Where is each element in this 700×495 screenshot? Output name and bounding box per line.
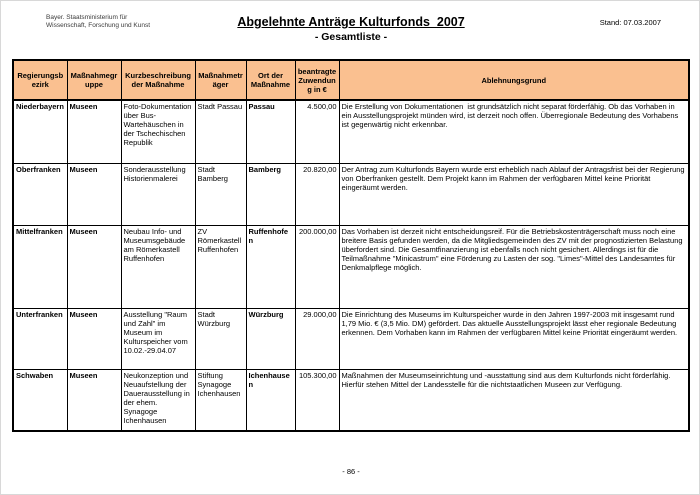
page-subtitle: - Gesamtliste - (314, 31, 388, 43)
cell-ablehnungsgrund: Die Einrichtung des Museums im Kulturspeicher wurde in den Jahren 1997-2003 mit insgesamt rund 1,79 Mio. € (3,5 Mio. DM) gefördert. Das aktuelle Ausstellungsprojekt lässt eher regionale Bedeutung erkennen. Dem Vorhaben kann im Rahmen der verfügbaren Mittel keine Priorität eingeräumt werden. (339, 308, 689, 369)
column-header-kurzbeschreibung: Kurzbeschreibung der Maßnahme (121, 60, 195, 100)
table-row (13, 369, 689, 431)
column-header-massnahmetraeger: Maßnahmeträger (195, 60, 246, 100)
cell-zuwendung: 29.000,00 (295, 308, 339, 369)
cell-massnahmegruppe: Museen (67, 163, 121, 225)
cell-regierungsbezirk: Unterfranken (13, 308, 67, 369)
cell-zuwendung: 4.500,00 (295, 100, 339, 163)
cell-ort: Bamberg (246, 163, 295, 225)
cell-kurzbeschreibung: Neukonzeption und Neuaufstellung der Dauerausstellung in der ehem. Synagoge Ichenhausen (121, 369, 195, 431)
ministry-line2: Wissenschaft, Forschung und Kunst (46, 22, 151, 29)
cell-ort: Passau (246, 100, 295, 163)
cell-kurzbeschreibung: Sonderausstellung Historienmalerei (121, 163, 195, 225)
cell-massnahmegruppe: Museen (67, 308, 121, 369)
page-title: Abgelehnte Anträge Kulturfonds 2007 (237, 15, 465, 29)
cell-ablehnungsgrund: Das Vorhaben ist derzeit nicht entscheidungsreif. Für die Betriebskostenträgerschaft muss noch eine breitere Basis gefunden werden, da die Mitgliedsgemeinden des ZV mit der prognostizierten Belastung überfordert sind. Die Gesamtfinanzierung ist ebenfalls noch nicht gesichert. Allerdings ist für die Teilmaßnahme "Minicastrum" eine Förderung zu Lasten der sog. "Limes"-Mittel des Landesamtes für Denkmalpflege möglich. (339, 225, 689, 308)
cell-regierungsbezirk: Oberfranken (13, 163, 67, 225)
table-row (13, 163, 689, 225)
column-header-ort: Ort der Maßnahme (246, 60, 295, 100)
cell-ablehnungsgrund: Maßnahmen der Museumseinrichtung und -ausstattung sind aus dem Kulturfonds nicht förderfähig. Hierfür stehen Mittel der Landesstelle für die nichtstaatlichen Museen zur Verfügung. (339, 369, 689, 431)
table-row (13, 308, 689, 369)
table-row (13, 225, 689, 308)
cell-kurzbeschreibung: Ausstellung "Raum und Zahl" im Museum im Kulturspeicher vom 10.02.-29.04.07 (121, 308, 195, 369)
page-number: - 86 - (342, 467, 360, 476)
column-header-ablehnungsgrund: Ablehnungsgrund (339, 60, 689, 100)
cell-ort: Ruffenhofen (246, 225, 295, 308)
ministry-line1: Bayer. Staatsministerium für (46, 14, 128, 21)
cell-kurzbeschreibung: Foto-Dokumentation über Bus-Wartehäuschen in der Tschechischen Republik (121, 100, 195, 163)
cell-massnahmegruppe: Museen (67, 369, 121, 431)
table-header-row (13, 60, 689, 100)
cell-massnahmegruppe: Museen (67, 100, 121, 163)
column-header-regierungsbezirk: Regierungsbezirk (13, 60, 67, 100)
cell-massnahmegruppe: Museen (67, 225, 121, 308)
cell-regierungsbezirk: Mittelfranken (13, 225, 67, 308)
column-header-zuwendung: beantragte Zuwendung in € (295, 60, 339, 100)
cell-ablehnungsgrund: Die Erstellung von Dokumentationen ist grundsätzlich nicht separat förderfähig. Ob das Vorhaben in ein Ausstellungsprojekt münden wird, ist derzeit noch offen. Überregionale Bedeutung des Vorhabens ist gegenwärtig nicht erkennbar. (339, 100, 689, 163)
cell-kurzbeschreibung: Neubau Info- und Museumsgebäude am Römerkastell Ruffenhofen (121, 225, 195, 308)
cell-regierungsbezirk: Schwaben (13, 369, 67, 431)
cell-zuwendung: 105.300,00 (295, 369, 339, 431)
cell-regierungsbezirk: Niederbayern (13, 100, 67, 163)
cell-massnahmetraeger: Stadt Passau (195, 100, 246, 163)
table-row (13, 100, 689, 163)
cell-zuwendung: 20.820,00 (295, 163, 339, 225)
rejected-applications-table (12, 59, 690, 432)
cell-ablehnungsgrund: Der Antrag zum Kulturfonds Bayern wurde erst erheblich nach Ablauf der Antragsfrist bei der Regierung von Oberfranken gestellt. Dem Projekt kann im Rahmen der verfügbaren Mittel keine Priorität eingeräumt werden. (339, 163, 689, 225)
cell-massnahmetraeger: Stadt Bamberg (195, 163, 246, 225)
cell-massnahmetraeger: ZV Römerkastell Ruffenhofen (195, 225, 246, 308)
column-header-massnahmegruppe: Maßnahmegruppe (67, 60, 121, 100)
cell-ort: Würzburg (246, 308, 295, 369)
stand-date: Stand: 07.03.2007 (599, 18, 661, 27)
title-block (1, 15, 700, 43)
cell-ort: Ichenhausen (246, 369, 295, 431)
cell-massnahmetraeger: Stadt Würzburg (195, 308, 246, 369)
cell-massnahmetraeger: Stiftung Synagoge Ichenhausen (195, 369, 246, 431)
cell-zuwendung: 200.000,00 (295, 225, 339, 308)
